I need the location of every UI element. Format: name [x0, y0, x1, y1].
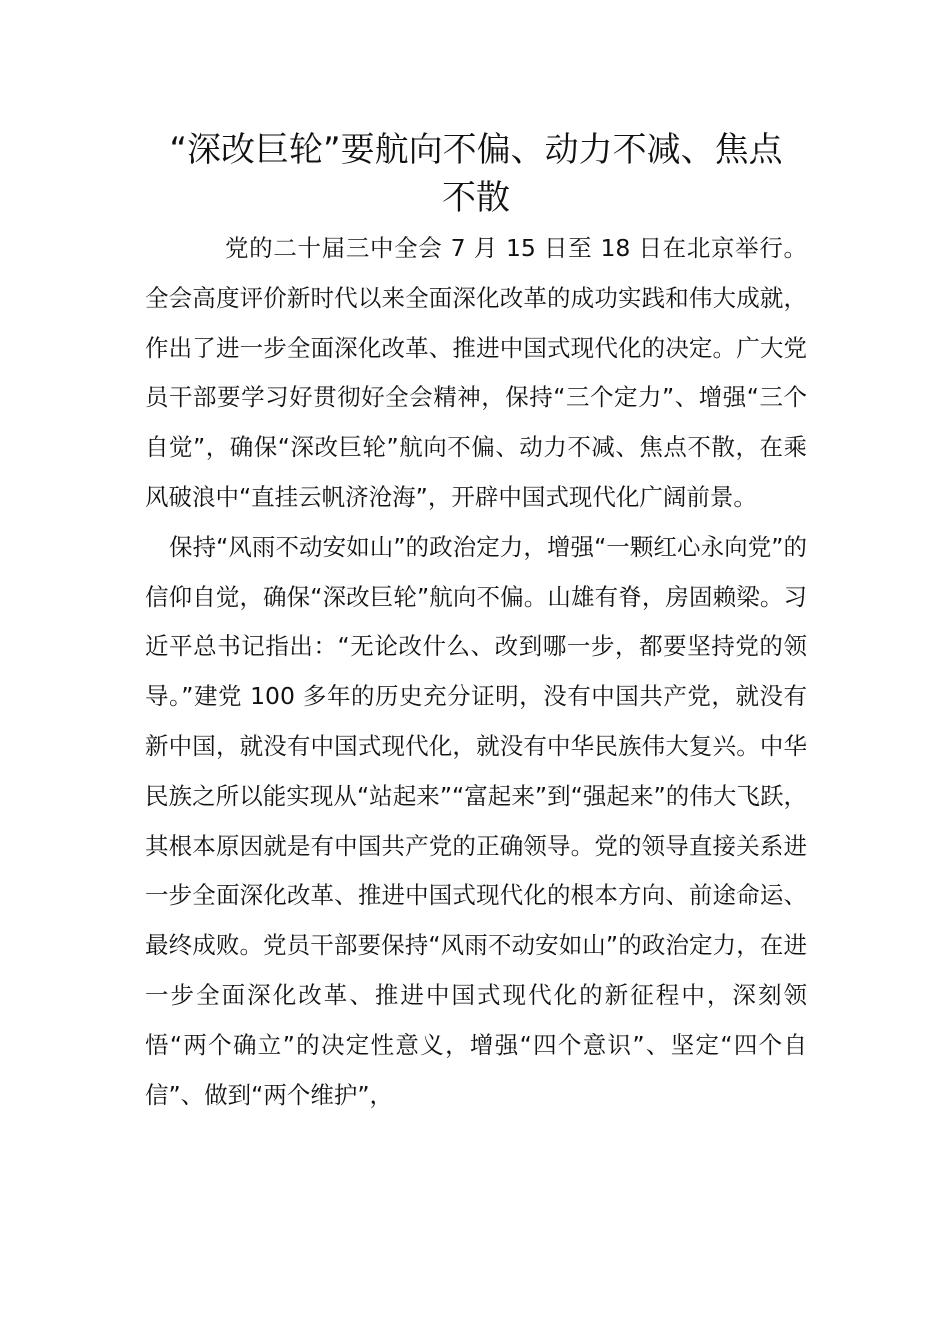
title-line-1: “深改巨轮”要航向不偏、动力不减、焦点: [169, 130, 783, 170]
document-page: [145, 126, 807, 1120]
paragraph-intro: 党的二十届三中全会 7 月 15 日至 18 日在北京举行。全会高度评价新时代以来全面深化改革的成功实践和伟大成就，作出了进一步全面深化改革、推进中国式现代化的决定。广大党员干部要学习好贯彻好全会精神，保持“三个定力”、增强“三个自觉”，确保“深改巨轮”航向不偏、动力不减、焦点不散，在乘风破浪中“直挂云帆济沧海”，开辟中国式现代化广阔前景。: [145, 234, 807, 511]
paragraph-political-resolve: 保持“风雨不动安如山”的政治定力，增强“一颗红心永向党”的信仰自觉，确保“深改巨轮”航向不偏。山雄有脊，房固赖梁。习近平总书记指出：“无论改什么、改到哪一步，都要坚持党的领导。”建党 100 多年的历史充分证明，没有中国共产党，就没有新中国，就没有中国式现代化，就没有中华民族伟大复兴。中华民族之所以能实现从“站起来”“富起来”到“强起来”的伟大飞跃，其根本原因就是有中国共产党的正确领导。党的领导直接关系进一步全面深化改革、推进中国式现代化的根本方向、前途命运、最终成败。党员干部要保持“风雨不动安如山”的政治定力，在进一步全面深化改革、推进中国式现代化的新征程中，深刻领悟“两个确立”的决定性意义，增强“四个意识”、坚定“四个自信”、做到“两个维护”，: [145, 532, 807, 1109]
document-title: [145, 126, 807, 222]
title-line-2: 不散: [442, 178, 510, 218]
